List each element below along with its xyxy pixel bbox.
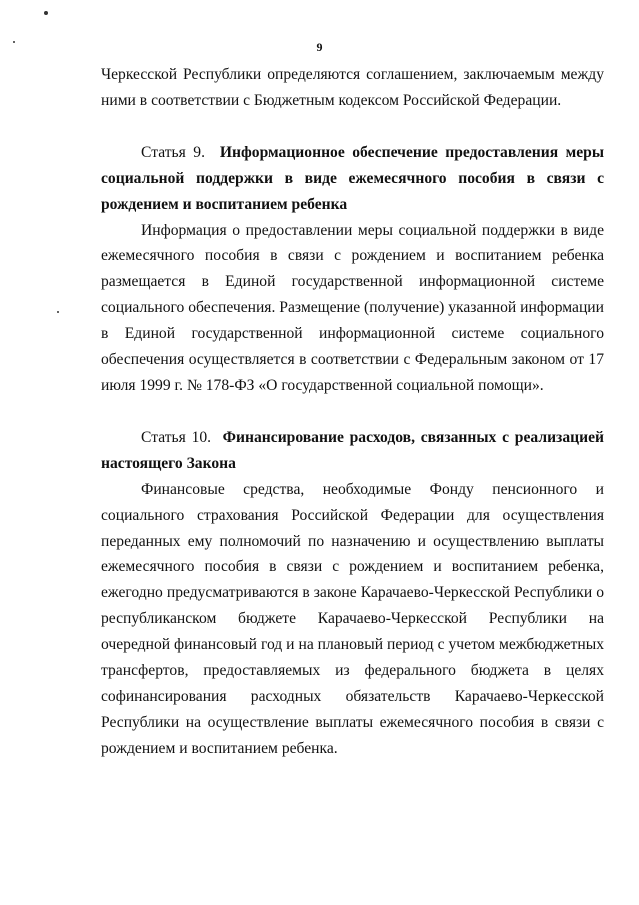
scan-speck — [44, 11, 48, 15]
intro-paragraph: Черкесской Республики определяются соглашением, заключаемым между ними в соответствии с Бюджетным кодексом Российской Федерации. — [101, 66, 604, 109]
document-body — [101, 62, 604, 762]
article-10-label: Статья 10. — [141, 428, 212, 446]
article-9-title: Информационное обеспечение предоставления меры социальной поддержки в виде ежемесячного пособия в связи с рождением и воспитанием ребенка — [101, 143, 604, 213]
article-9-paragraph: Информация о предоставлении меры социальной поддержки в виде ежемесячного пособия в связи с рождением и воспитанием ребенка размещается в Единой государственной информационной системе социального обеспечения. Размещение (получение) указанной информации в Единой государственной информационной системе социального обеспечения осуществляется в соответствии с Федеральным законом от 17 июля 1999 г. № 178-ФЗ «О государственной социальной помощи». — [101, 221, 604, 394]
article-10-title: Финансирование расходов, связанных с реализацией настоящего Закона — [101, 428, 604, 472]
article-10-paragraph: Финансовые средства, необходимые Фонду пенсионного и социального страхования Российской Федерации для осуществления переданных ему полномочий по назначению и осуществлению выплаты ежемесячного пособия в связи с рождением и воспитанием ребенка, ежегодно предусматриваются в законе Карачаево-Черкесской Республики о республиканском бюджете Карачаево-Черкесской Республики на очередной финансовый год и на плановый период с учетом межбюджетных трансфертов, предоставляемых из федерального бюджета в целях софинансирования расходных обязательств Карачаево-Черкесской Республики на осуществление выплаты ежемесячного пособия в связи с рождением и воспитанием ребенка. — [101, 480, 604, 757]
page-number: 9 — [316, 40, 323, 54]
article-9-label: Статья 9. — [141, 143, 205, 161]
article-9-heading — [101, 140, 604, 218]
section-gap — [101, 114, 604, 140]
section-gap — [101, 399, 604, 425]
scan-speck — [57, 311, 59, 313]
article-10-heading — [101, 425, 604, 477]
